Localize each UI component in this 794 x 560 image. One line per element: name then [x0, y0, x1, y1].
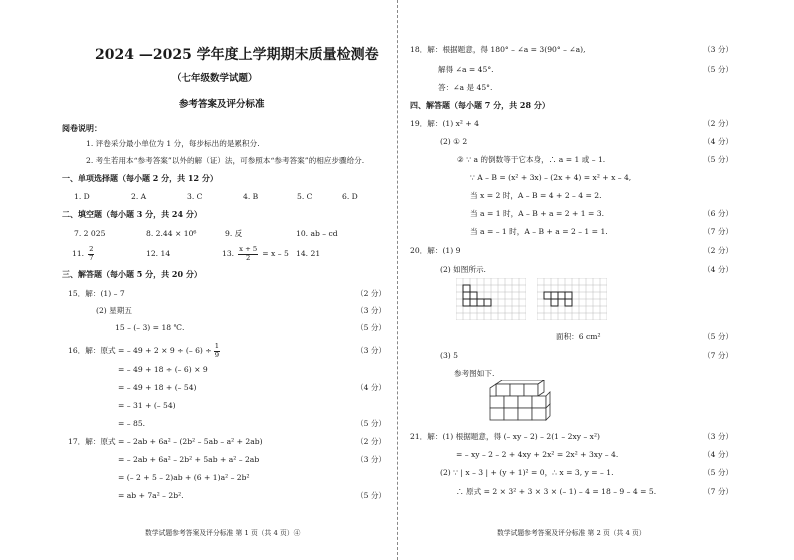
fraction-numerator: 1 — [214, 342, 220, 351]
q19-points-1: （2 分） — [703, 119, 734, 128]
fraction-denominator: 2 — [246, 253, 251, 262]
grading-notes-heading: 阅卷说明： — [62, 123, 102, 133]
q21-points-2: （4 分） — [703, 450, 734, 459]
q21-line-4: ∴ 原式 = 2 × 3² + 3 × 3 × (– 1) – 4 = 18 – 9 – 4 = 5. — [456, 487, 657, 496]
q16-points-1: （3 分） — [356, 346, 387, 355]
mc-answer-6: 6. D — [342, 192, 358, 201]
q16-line-1-text: 16．解：原式 = – 49 + 2 × 9 ÷ (– 6) ÷ — [68, 346, 212, 356]
q15-points-2: （3 分） — [356, 306, 387, 315]
q17-line-4: = ab + 7a² – 2b². — [118, 491, 184, 500]
q17-points-1: （2 分） — [356, 437, 387, 446]
q19-points-7: （7 分） — [703, 227, 734, 236]
q18-line-2: 解得 ∠a = 45°. — [438, 65, 494, 74]
q21-points-1: （3 分） — [703, 432, 734, 441]
fraction-denominator: 7 — [89, 253, 94, 262]
q19-line-7: 当 a = – 1 时，A – B + a = 2 – 1 = 1. — [470, 227, 608, 236]
section-2-heading: 二、填空题（每小题 3 分，共 24 分） — [62, 209, 202, 219]
q21-points-4: （7 分） — [703, 487, 734, 496]
q16-line-3: = – 49 + 18 + (– 54) — [118, 383, 197, 392]
q21-line-2: = – xy – 2 – 2 + 4xy + 2x² = 2x² + 3xy – 4. — [456, 450, 619, 459]
q20-cube-figure — [486, 380, 554, 424]
q16-points-3: （4 分） — [356, 383, 387, 392]
q19-line-6: 当 a = 1 时，A – B + a = 2 + 1 = 3. — [470, 209, 605, 218]
q20-points-1: （2 分） — [703, 246, 734, 255]
fill-answer-7: 7. 2 025 — [74, 229, 106, 238]
q15-line-3: 15 – (– 3) = 18 ℃. — [115, 323, 185, 332]
fill-answer-13-fraction — [238, 246, 258, 261]
q20-points-3: （5 分） — [703, 332, 734, 341]
footer-left: 数学试题参考答案及评分标准 第 1 页（共 4 页）④ — [145, 529, 301, 537]
fill-answer-13-rest: = x – 5 — [262, 249, 289, 259]
q20-line-2: (2) 如图所示. — [440, 265, 486, 274]
q16-line-1 — [68, 341, 220, 361]
q19-points-6: （6 分） — [703, 209, 734, 218]
q15-line-2: (2) 星期五 — [96, 306, 132, 315]
section-3-heading: 三、解答题（每小题 5 分，共 20 分） — [62, 269, 202, 279]
q15-line-1: 15．解：(1) – 7 — [68, 289, 125, 298]
q20-line-1: 20．解：(1) 9 — [410, 246, 461, 255]
doc-subtitle: （七年级数学试题） — [172, 73, 258, 84]
fill-answer-11-label: 11. — [72, 249, 85, 259]
q21-line-1: 21．解：(1) 根据题意，得 (– xy – 2) – 2(1 – 2xy – x²) — [410, 432, 600, 441]
q19-line-3: ② ∵ a 的倒数等于它本身，∴ a = 1 或 – 1. — [457, 155, 606, 164]
q19-line-4: ∵ A – B = (x² + 3x) – (2x + 4) = x² + x – 4, — [470, 173, 632, 182]
fraction-denominator: 9 — [214, 350, 220, 359]
mc-answer-1: 1. D — [74, 192, 90, 201]
mc-answer-2: 2. A — [131, 192, 147, 201]
q16-fraction — [214, 343, 220, 358]
q17-line-2: = – 2ab + 6a² – 2b² + 5ab + a² – 2ab — [118, 455, 260, 464]
q15-points-3: （5 分） — [356, 323, 387, 332]
fill-answer-11-fraction — [88, 246, 94, 261]
q19-line-5: 当 x = 2 时，A – B = 4 + 2 – 4 = 2. — [470, 191, 602, 200]
footer-right: 数学试题参考答案及评分标准 第 2 页（共 4 页） — [497, 529, 646, 537]
q18-line-3: 答：∠a 是 45°. — [438, 83, 493, 92]
mc-answer-4: 4. B — [243, 192, 259, 201]
q17-line-1: 17．解：原式 = – 2ab + 6a² – (2b² – 5ab – a² + 2ab) — [68, 437, 263, 446]
q19-line-2: (2) ① 2 — [440, 137, 468, 146]
section-1-heading: 一、单项选择题（每小题 2 分，共 12 分） — [62, 173, 218, 183]
fill-answer-8: 8. 2.44 × 10⁶ — [146, 229, 197, 238]
section-4-heading: 四、解答题（每小题 7 分，共 28 分） — [410, 100, 550, 110]
q19-points-3: （5 分） — [703, 155, 734, 164]
grading-note-1: 1. 评卷采分最小单位为 1 分，每步标出的是累积分. — [86, 139, 260, 148]
q20-reference-caption: 参考图如下. — [454, 369, 495, 378]
fraction-numerator: 2 — [89, 245, 94, 254]
doc-title: 2024 —2025 学年度上学期期末质量检测卷 — [95, 47, 379, 63]
fill-answer-11 — [72, 244, 94, 264]
q16-points-5: （5 分） — [356, 419, 387, 428]
q21-line-3: (2) ∵ | x – 3 | + (y + 1)² = 0，∴ x = 3, y = – 1. — [440, 468, 614, 477]
q20-grid-figure-2 — [537, 278, 607, 320]
q19-points-2: （4 分） — [703, 137, 734, 146]
q16-line-2: = – 49 + 18 ÷ (– 6) × 9 — [118, 365, 208, 374]
grading-note-2: 2. 考生若用本“参考答案”以外的解（证）法，可参照本“参考答案”的相应步骤给分. — [86, 156, 365, 165]
q20-points-2: （4 分） — [703, 265, 734, 274]
q21-points-3: （5 分） — [703, 468, 734, 477]
q20-grid-figure-1 — [456, 278, 526, 320]
answer-key-title: 参考答案及评分标准 — [179, 99, 265, 110]
fill-answer-9: 9. 反 — [225, 229, 243, 238]
q17-points-4: （5 分） — [356, 491, 387, 500]
q18-line-1: 18．解：根据题意，得 180° – ∠a = 3(90° – ∠a), — [410, 45, 586, 54]
q16-line-5: = – 85. — [118, 419, 146, 428]
q17-line-3: = (– 2 + 5 – 2)ab + (6 + 1)a² – 2b² — [118, 473, 250, 482]
fill-answer-10: 10. ab – cd — [296, 229, 338, 238]
mc-answer-5: 5. C — [297, 192, 313, 201]
q20-area-label: 面积：6 cm² — [556, 332, 601, 341]
q20-points-4: （7 分） — [703, 351, 734, 360]
q16-line-4: = – 31 + (– 54) — [118, 401, 176, 410]
fill-answer-13-label: 13. — [222, 249, 235, 259]
fraction-numerator: x + 5 — [239, 245, 258, 254]
q15-points-1: （2 分） — [356, 289, 387, 298]
fill-answer-13 — [222, 244, 289, 264]
mc-answer-3: 3. C — [187, 192, 203, 201]
q20-line-4: (3) 5 — [440, 351, 459, 360]
page-divider — [397, 0, 398, 560]
q17-points-2: （3 分） — [356, 455, 387, 464]
q18-points-1: （3 分） — [703, 45, 734, 54]
fill-answer-12: 12. 14 — [146, 249, 171, 258]
q18-points-2: （5 分） — [703, 65, 734, 74]
q19-line-1: 19．解：(1) x² + 4 — [410, 119, 479, 128]
fill-answer-14: 14. 21 — [296, 249, 321, 258]
